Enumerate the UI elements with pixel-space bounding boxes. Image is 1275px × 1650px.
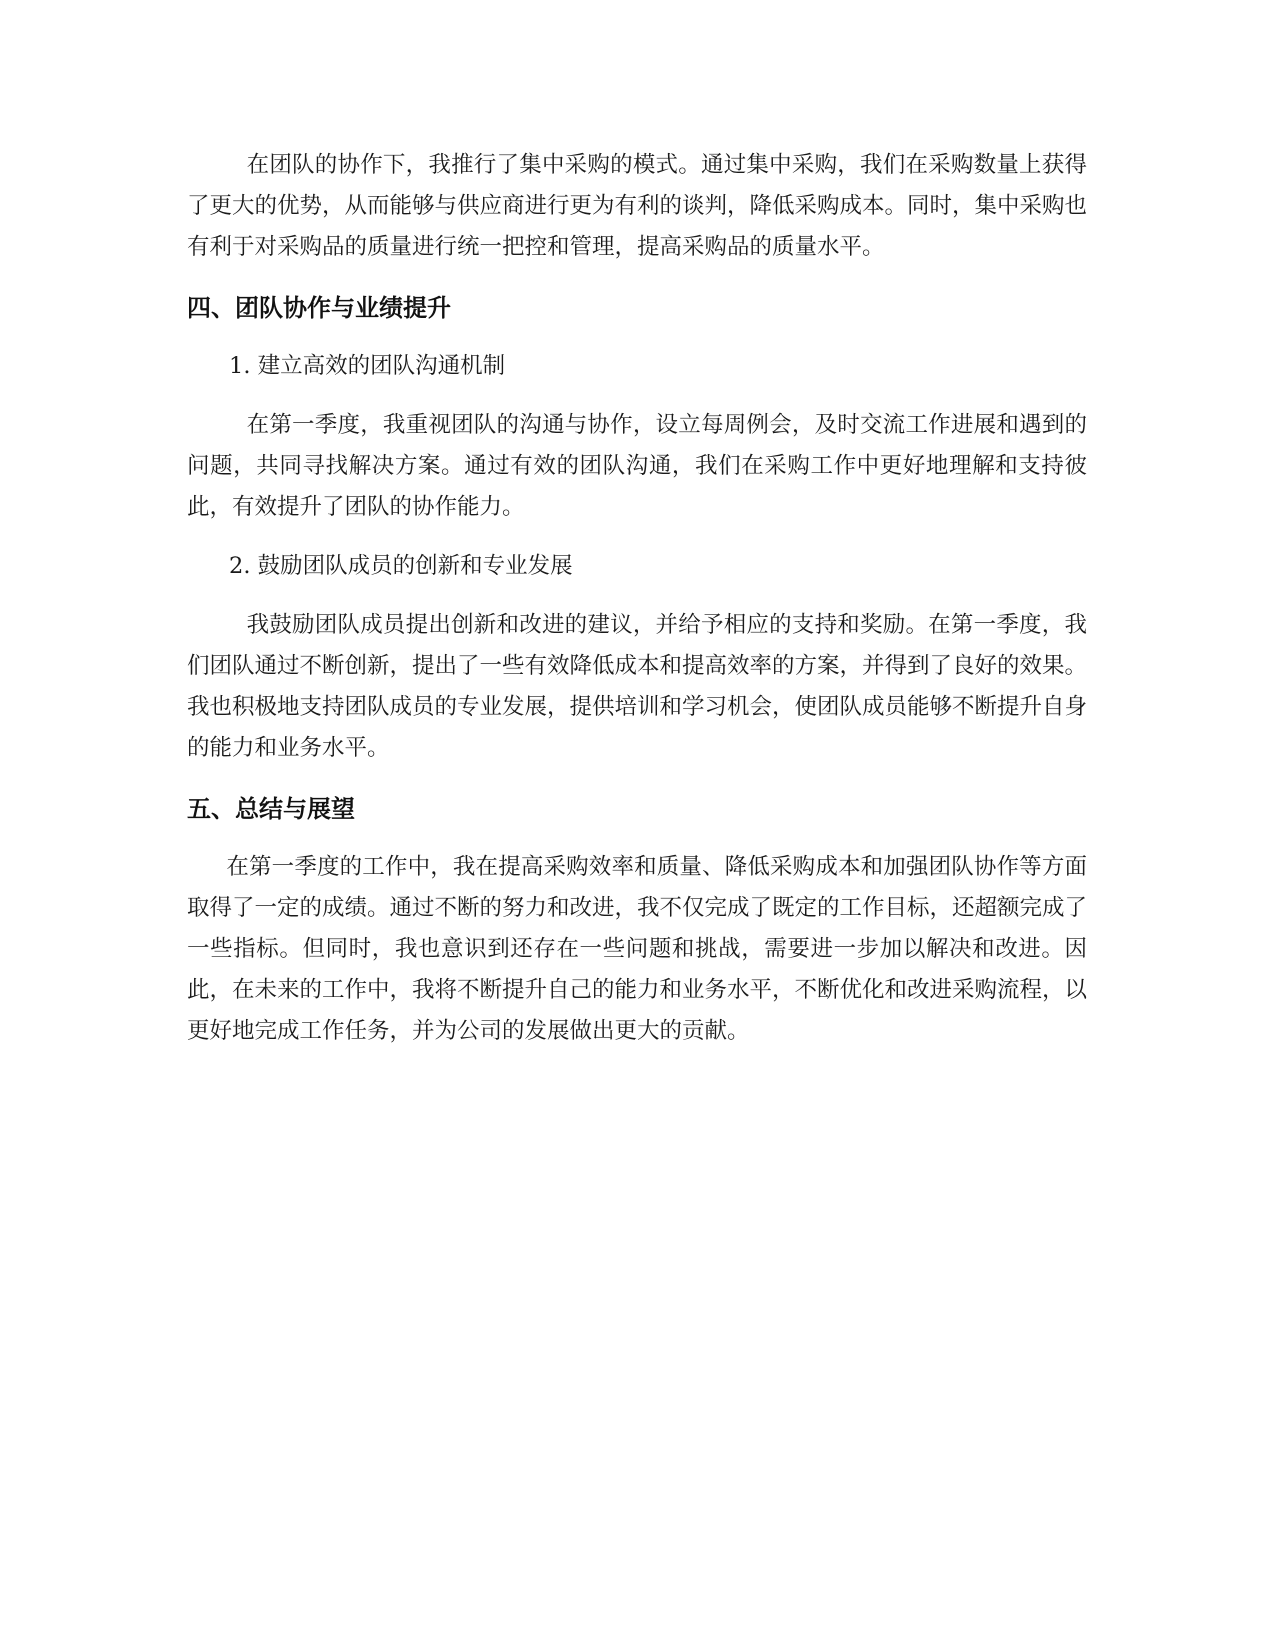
paragraph-innovation-support: 我鼓励团队成员提出创新和改进的建议，并给予相应的支持和奖励。在第一季度，我们团队通过不断创新，提出了一些有效降低成本和提高效率的方案，并得到了良好的效果。我也积极地支持团队成员的专业发展，提供培训和学习机会，使团队成员能够不断提升自身的能力和业务水平。 (187, 612, 1088, 761)
section-heading-summary-outlook: 五、总结与展望 (187, 795, 355, 823)
paragraph-team-communication: 在第一季度，我重视团队的沟通与协作，设立每周例会，及时交流工作进展和遇到的问题，共同寻找解决方案。通过有效的团队沟通，我们在采购工作中更好地理解和支持彼此，有效提升了团队的协作能力。 (187, 412, 1087, 520)
document-body (187, 145, 1087, 1070)
paragraph-centralized-procurement: 在团队的协作下，我推行了集中采购的模式。通过集中采购，我们在采购数量上获得了更大的优势，从而能够与供应商进行更为有利的谈判，降低采购成本。同时，集中采购也有利于对采购品的质量进行统一把控和管理，提高采购品的质量水平。 (187, 152, 1088, 260)
list-item-innovation-development: 2. 鼓励团队成员的创新和专业发展 (229, 553, 573, 579)
list-item-communication-mechanism: 1. 建立高效的团队沟通机制 (229, 353, 506, 379)
section-heading-team-collaboration: 四、团队协作与业绩提升 (187, 294, 451, 322)
paragraph-summary: 在第一季度的工作中，我在提高采购效率和质量、降低采购成本和加强团队协作等方面取得了一定的成绩。通过不断的努力和改进，我不仅完成了既定的工作目标，还超额完成了一些指标。但同时，我也意识到还存在一些问题和挑战，需要进一步加以解决和改进。因此，在未来的工作中，我将不断提升自己的能力和业务水平，不断优化和改进采购流程，以更好地完成工作任务，并为公司的发展做出更大的贡献。 (187, 854, 1088, 1044)
